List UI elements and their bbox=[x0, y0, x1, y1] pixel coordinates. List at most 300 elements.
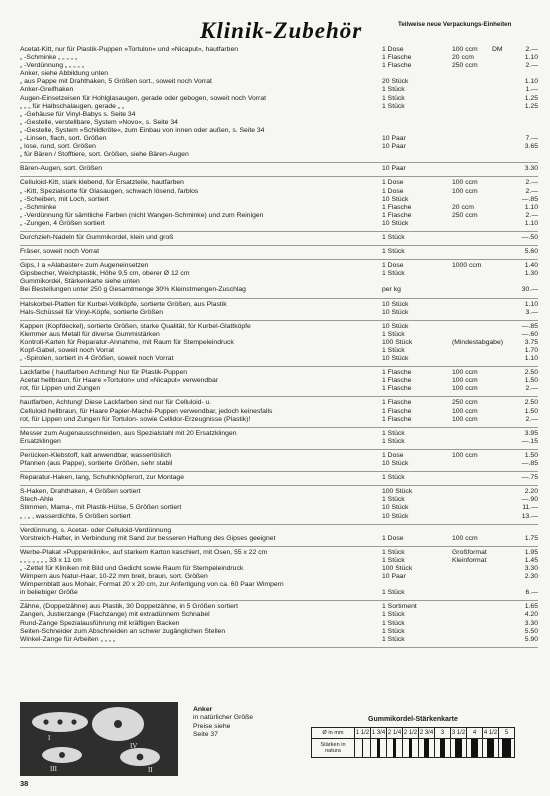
item-quantity: 10 Paar bbox=[382, 143, 406, 151]
catalog-section bbox=[20, 321, 538, 367]
item-description: Rund-Zange Spezialausführung mit kräftigen Backen bbox=[20, 619, 180, 627]
item-quantity bbox=[382, 111, 452, 119]
item-unit bbox=[452, 301, 492, 309]
catalog-row bbox=[20, 111, 538, 119]
catalog-row bbox=[20, 278, 538, 286]
catalog-row bbox=[20, 151, 538, 159]
item-unit bbox=[452, 581, 492, 589]
item-description: „ , „ , wasserdichte, 5 Größen sortiert bbox=[20, 512, 131, 520]
item-currency bbox=[492, 565, 510, 573]
item-description: Vorstreich-Hafter, in Verbindung mit Sand zur besseren Haftung des Gipses geeignet bbox=[20, 534, 276, 542]
catalog-row bbox=[20, 589, 538, 597]
item-currency bbox=[492, 95, 510, 103]
item-description: „ -Gehäuse für Vinyl-Babys s. Seite 34 bbox=[20, 110, 136, 118]
item-unit: 100 ccm bbox=[452, 451, 478, 459]
item-currency bbox=[492, 70, 510, 78]
item-unit bbox=[452, 119, 492, 127]
catalog-section bbox=[20, 428, 538, 450]
catalog-row bbox=[20, 496, 538, 504]
catalog-row bbox=[20, 549, 538, 557]
item-currency bbox=[492, 234, 510, 242]
item-description: Gips, I a »Alabaster« zum Augeneinsetzen bbox=[20, 262, 149, 270]
item-quantity: 10 Paar bbox=[382, 573, 406, 581]
gauge-card-table bbox=[311, 727, 515, 758]
catalog-row bbox=[20, 70, 538, 78]
anker-label-2: II bbox=[148, 766, 153, 774]
item-currency bbox=[492, 220, 510, 228]
item-price: 5.60 bbox=[524, 248, 538, 256]
item-currency bbox=[492, 323, 510, 331]
item-quantity: 1 Dose bbox=[382, 534, 404, 542]
catalog-row bbox=[20, 557, 538, 565]
item-currency bbox=[492, 111, 510, 119]
item-currency bbox=[492, 636, 510, 644]
item-currency bbox=[492, 377, 510, 385]
item-currency bbox=[492, 557, 510, 565]
catalog-row bbox=[20, 220, 538, 228]
item-price: 11.— bbox=[522, 504, 538, 512]
item-price: 1.50 bbox=[524, 407, 538, 415]
item-quantity: 1 Stück bbox=[382, 270, 405, 278]
item-unit bbox=[452, 103, 492, 111]
item-description: Perücken-Klebstoff, kalt anwendbar, wasserlöslich bbox=[20, 451, 171, 459]
gauge-row-label: Stärken in natura bbox=[312, 739, 355, 758]
item-description: Bei Bestellungen unter 250 g Gesamtmenge 30% Kleinstmengen-Zuschlag bbox=[20, 286, 246, 294]
item-currency bbox=[492, 86, 510, 94]
item-unit: 250 ccm bbox=[452, 211, 478, 219]
catalog-row bbox=[20, 369, 538, 377]
item-currency bbox=[492, 262, 510, 270]
catalog-section bbox=[20, 472, 538, 486]
item-quantity: 100 Stück bbox=[382, 564, 413, 572]
item-description: Verdünnung, s. Acetat- oder Celluloid-Verdünnung bbox=[20, 526, 172, 534]
item-quantity: 1 Dose bbox=[382, 262, 404, 270]
item-description: „ -Schminke bbox=[20, 203, 57, 211]
gauge-size-label: 4 1/2 bbox=[483, 728, 499, 739]
catalog-row bbox=[20, 143, 538, 151]
anker-label-4: IV bbox=[130, 742, 138, 750]
item-unit bbox=[452, 165, 492, 173]
item-description: Winkel-Zange für Arbeiten „ „ „ „ bbox=[20, 635, 116, 643]
catalog-row bbox=[20, 628, 538, 636]
item-currency bbox=[492, 496, 510, 504]
item-unit bbox=[452, 513, 492, 521]
item-quantity: 1 Dose bbox=[382, 451, 404, 459]
item-unit bbox=[452, 611, 492, 619]
item-unit bbox=[452, 620, 492, 628]
item-unit: 20 ccm bbox=[452, 54, 474, 62]
item-currency bbox=[492, 165, 510, 173]
item-price: —.75 bbox=[521, 474, 538, 482]
item-unit bbox=[452, 589, 492, 597]
item-currency bbox=[492, 103, 510, 111]
item-currency bbox=[492, 270, 510, 278]
item-quantity: 100 Stück bbox=[382, 488, 413, 496]
item-quantity: 1 Stück bbox=[382, 619, 405, 627]
item-unit bbox=[452, 628, 492, 636]
anker-caption-title: Anker bbox=[193, 706, 213, 713]
catalog-row bbox=[20, 135, 538, 143]
item-unit bbox=[452, 636, 492, 644]
catalog-row bbox=[20, 488, 538, 496]
gauge-size-sample bbox=[435, 739, 451, 758]
gauge-size-sample bbox=[355, 739, 371, 758]
item-description: Zangen, Justierzange (Flachzange) mit extradünnem Schnabel bbox=[20, 611, 210, 619]
gauge-size-label: 5 bbox=[499, 728, 515, 739]
item-currency bbox=[492, 347, 510, 355]
item-price: 2.— bbox=[525, 187, 538, 195]
item-price: 3.65 bbox=[524, 143, 538, 151]
catalog-row bbox=[20, 179, 538, 187]
item-unit bbox=[452, 70, 492, 78]
item-quantity: 1 Stück bbox=[382, 86, 405, 94]
item-description: rot, für Lippen und Zungen bbox=[20, 385, 101, 393]
catalog-row bbox=[20, 460, 538, 468]
item-price: —.60 bbox=[521, 330, 538, 338]
catalog-row bbox=[20, 248, 538, 256]
cord-thickness-sample bbox=[471, 739, 478, 757]
item-quantity bbox=[382, 278, 452, 286]
cord-thickness-sample bbox=[424, 739, 429, 757]
item-currency bbox=[492, 416, 510, 424]
item-description: Stimmen, Mama-, mit Plastik-Hülse, 5 Größen sortiert bbox=[20, 504, 182, 512]
item-description: Wimpern aus Natur-Haar, 10-22 mm breit, braun, sort. Größen bbox=[20, 573, 208, 581]
item-quantity: 1 Flasche bbox=[382, 62, 412, 70]
item-description: Messer zum Augenausschneiden, aus Spezialstahl mit 20 Ersatzklingen bbox=[20, 429, 237, 437]
item-price: 1.10 bbox=[524, 78, 538, 86]
gauge-size-label: 2 1/4 bbox=[387, 728, 403, 739]
item-quantity: 1 Dose bbox=[382, 179, 404, 187]
catalog-section bbox=[20, 367, 538, 397]
cord-thickness-sample bbox=[377, 739, 379, 757]
item-description: „ -Spirolen, sortiert in 4 Größen, soweit noch Vorrat bbox=[20, 355, 174, 363]
item-description: „ „ „ für Halbschalaugen, gerade „ „ bbox=[20, 102, 125, 110]
item-unit: 100 ccm bbox=[452, 534, 478, 542]
item-unit bbox=[452, 234, 492, 242]
item-description: Halskorbel-Platten für Kurbel-Vollköpfe, sortierte Größen, aus Plastik bbox=[20, 300, 227, 308]
item-currency bbox=[492, 603, 510, 611]
gauge-size-label: 1 3/4 bbox=[371, 728, 387, 739]
item-description: „ -Verdünnung für sämtliche Farben (nicht Wangen-Schminke) und zum Reinigen bbox=[20, 211, 264, 219]
catalog-row bbox=[20, 535, 538, 543]
item-description: Pfannen (aus Pappe), sortierte Größen, sehr stabil bbox=[20, 460, 173, 468]
item-unit bbox=[452, 573, 492, 581]
item-currency bbox=[492, 309, 510, 317]
cord-thickness-sample bbox=[409, 739, 413, 757]
item-unit bbox=[452, 95, 492, 103]
catalog-row bbox=[20, 46, 538, 54]
page-title: Klinik-Zubehör bbox=[200, 18, 363, 43]
item-unit: 20 ccm bbox=[452, 203, 474, 211]
catalog-row bbox=[20, 301, 538, 309]
catalog-row bbox=[20, 212, 538, 220]
catalog-row bbox=[20, 504, 538, 512]
item-price: 4.20 bbox=[524, 611, 538, 619]
item-currency bbox=[492, 369, 510, 377]
item-price: 6.— bbox=[525, 589, 538, 597]
gauge-card-title: Gummikordel-Stärkenkarte bbox=[368, 716, 458, 723]
item-quantity: per kg bbox=[382, 286, 401, 294]
catalog-section bbox=[20, 163, 538, 177]
gauge-size-sample bbox=[483, 739, 499, 758]
item-price: 2.— bbox=[525, 415, 538, 423]
item-unit bbox=[452, 460, 492, 468]
item-description: Celluloid-Kitt, stark klebend, für Ersatzteile, hautfarben bbox=[20, 179, 184, 187]
item-quantity: 10 Stück bbox=[382, 504, 409, 512]
item-unit: 1000 ccm bbox=[452, 262, 482, 270]
item-unit: 100 ccm bbox=[452, 369, 478, 377]
anker-caption-line: Seite 37 bbox=[193, 730, 218, 738]
item-price: 1.95 bbox=[524, 548, 538, 556]
item-quantity: 1 Stück bbox=[382, 496, 405, 504]
item-unit: 100 ccm bbox=[452, 179, 478, 187]
item-quantity: 1 Flasche bbox=[382, 369, 412, 377]
item-price: —.85 bbox=[521, 195, 538, 203]
item-price: 1.50 bbox=[524, 377, 538, 385]
item-unit: 100 ccm bbox=[452, 46, 478, 53]
gauge-size-sample bbox=[387, 739, 403, 758]
item-currency bbox=[492, 278, 510, 286]
item-price: 3.— bbox=[525, 308, 538, 316]
item-quantity: 1 Stück bbox=[382, 330, 405, 338]
item-price: 1.65 bbox=[524, 603, 538, 611]
gauge-size-sample bbox=[403, 739, 419, 758]
catalog-row bbox=[20, 286, 538, 294]
item-unit: 100 ccm bbox=[452, 377, 478, 385]
item-description: „ -Linsen, flach, sort. Größen bbox=[20, 135, 107, 143]
item-price: 2.50 bbox=[524, 369, 538, 377]
catalog-row bbox=[20, 452, 538, 460]
anker-illustration bbox=[20, 702, 178, 776]
item-description: Reparatur-Haken, lang, Schuhknöpferort, zur Montage bbox=[20, 474, 184, 482]
cord-thickness-sample bbox=[502, 739, 511, 757]
catalog-row bbox=[20, 347, 538, 355]
item-price: 1.10 bbox=[524, 54, 538, 62]
item-price: —.85 bbox=[521, 322, 538, 330]
item-price: 2.30 bbox=[524, 573, 538, 581]
anker-figure bbox=[20, 702, 178, 776]
catalog-row bbox=[20, 399, 538, 407]
item-quantity bbox=[382, 127, 452, 135]
item-quantity bbox=[382, 70, 452, 78]
item-currency bbox=[492, 504, 510, 512]
item-currency bbox=[492, 438, 510, 446]
item-quantity: 1 Flasche bbox=[382, 54, 412, 62]
gauge-size-label: 2 3/4 bbox=[419, 728, 435, 739]
catalog-row bbox=[20, 581, 538, 589]
item-currency bbox=[492, 430, 510, 438]
item-description: „ -Kitt, Spezialsorte für Glasaugen, schwach lösend, farblos bbox=[20, 187, 199, 195]
item-description: „ -Gestelle, System »Schildkröte«, zum Einbau von innen oder außen, s. Seite 34 bbox=[20, 126, 265, 134]
catalog-section bbox=[20, 397, 538, 427]
item-price bbox=[510, 70, 538, 78]
item-quantity bbox=[382, 151, 452, 159]
catalog-row bbox=[20, 408, 538, 416]
item-description: „ -Verdünnung „ „ „ „ „ bbox=[20, 62, 84, 70]
item-price: 2.— bbox=[525, 179, 538, 187]
item-price: 1.10 bbox=[524, 300, 538, 308]
cord-thickness-sample bbox=[362, 739, 364, 757]
item-quantity: 1 Stück bbox=[382, 347, 405, 354]
item-quantity: 1 Stück bbox=[382, 94, 405, 102]
item-quantity: 10 Stück bbox=[382, 308, 409, 316]
item-description: „ aus Pappe mit Drahthaken, 5 Größen sort., soweit noch Vorrat bbox=[20, 78, 212, 86]
item-price: —.90 bbox=[521, 496, 538, 504]
catalog-row bbox=[20, 603, 538, 611]
item-price: 1.70 bbox=[524, 347, 538, 354]
item-currency bbox=[492, 127, 510, 135]
item-unit bbox=[452, 496, 492, 504]
column-header-note: Teilweise neue Verpackungs-Einheiten bbox=[398, 21, 512, 28]
item-price: 13.— bbox=[521, 512, 538, 520]
item-description: Anker-Greifhaken bbox=[20, 86, 74, 94]
item-quantity: 1 Flasche bbox=[382, 203, 412, 211]
item-price: 1.10 bbox=[524, 219, 538, 227]
item-quantity: 1 Stück bbox=[382, 589, 405, 597]
item-quantity bbox=[382, 527, 452, 535]
item-price: 5.90 bbox=[524, 635, 538, 643]
catalog-row bbox=[20, 339, 538, 347]
item-quantity: 1 Sortiment bbox=[382, 603, 417, 611]
catalog-row bbox=[20, 86, 538, 94]
item-price: —.15 bbox=[521, 437, 538, 445]
catalog-row bbox=[20, 262, 538, 270]
item-quantity: 1 Dose bbox=[382, 46, 404, 53]
item-unit: 250 ccm bbox=[452, 62, 478, 70]
item-description: Stech-Ahle bbox=[20, 496, 54, 504]
catalog-row bbox=[20, 95, 538, 103]
catalog-list bbox=[20, 44, 538, 648]
item-price: 3.95 bbox=[524, 429, 538, 437]
item-price: 2.— bbox=[525, 62, 538, 70]
catalog-row bbox=[20, 204, 538, 212]
item-price: 2.— bbox=[525, 46, 538, 53]
catalog-section bbox=[20, 44, 538, 163]
item-description: „ -Gestelle, verstellbare, System »Novo«, s. Seite 34 bbox=[20, 118, 178, 126]
item-quantity: 1 Stück bbox=[382, 429, 405, 437]
gauge-size-label: 2 1/2 bbox=[403, 728, 419, 739]
item-description: Werbe-Plakat »Puppenklinik«, auf starkem Karton kaschiert, mit Ösen, 55 x 22 cm bbox=[20, 548, 268, 556]
item-currency bbox=[492, 628, 510, 636]
item-unit bbox=[452, 78, 492, 86]
catalog-section bbox=[20, 177, 538, 232]
item-unit bbox=[452, 151, 492, 159]
item-description: „ für Bären / Stofftiere, sort. Größen, siehe Bären-Augen bbox=[20, 151, 189, 159]
anker-caption bbox=[193, 706, 253, 739]
cord-thickness-sample bbox=[440, 739, 446, 757]
item-unit bbox=[452, 286, 492, 294]
item-quantity: 1 Stück bbox=[382, 102, 405, 110]
item-description: „ -Zettel für Kliniken mit Bild und Gedicht sowie Raum für Stempeleindruck bbox=[20, 564, 244, 572]
item-quantity: 1 Stück bbox=[382, 437, 405, 445]
cord-thickness-sample bbox=[455, 739, 461, 757]
item-description: Anker, siehe Abbildung unten bbox=[20, 70, 109, 78]
item-currency bbox=[492, 331, 510, 339]
catalog-section bbox=[20, 601, 538, 647]
catalog-row bbox=[20, 188, 538, 196]
item-currency bbox=[492, 188, 510, 196]
catalog-row bbox=[20, 474, 538, 482]
item-description: Ersatzklingen bbox=[20, 437, 61, 445]
catalog-row bbox=[20, 636, 538, 644]
item-currency bbox=[492, 408, 510, 416]
catalog-row bbox=[20, 430, 538, 438]
item-unit bbox=[452, 309, 492, 317]
item-currency bbox=[492, 549, 510, 557]
item-price: 1.30 bbox=[524, 270, 538, 278]
item-quantity: 1 Flasche bbox=[382, 211, 412, 219]
item-currency bbox=[492, 527, 510, 535]
item-unit bbox=[452, 438, 492, 446]
catalog-section bbox=[20, 246, 538, 260]
gauge-size-sample bbox=[371, 739, 387, 758]
item-unit: 250 ccm bbox=[452, 399, 478, 407]
item-currency bbox=[492, 385, 510, 393]
catalog-row bbox=[20, 438, 538, 446]
item-unit bbox=[452, 270, 492, 278]
gauge-size-label: 4 bbox=[467, 728, 483, 739]
catalog-row bbox=[20, 527, 538, 535]
item-quantity: 10 Paar bbox=[382, 135, 406, 143]
item-currency bbox=[492, 535, 510, 543]
item-quantity: 20 Stück bbox=[382, 78, 409, 86]
item-price: 1.40 bbox=[524, 262, 538, 270]
item-currency bbox=[492, 151, 510, 159]
item-unit bbox=[452, 278, 492, 286]
catalog-section bbox=[20, 525, 538, 547]
item-quantity: 1 Stück bbox=[382, 635, 405, 643]
item-price bbox=[510, 111, 538, 119]
item-currency bbox=[492, 54, 510, 62]
gauge-size-label: 3 1/2 bbox=[451, 728, 467, 739]
item-price: 30.— bbox=[521, 286, 538, 294]
item-currency bbox=[492, 355, 510, 363]
item-description: in beliebiger Größe bbox=[20, 589, 78, 597]
item-currency bbox=[492, 589, 510, 597]
item-currency bbox=[492, 212, 510, 220]
item-quantity: 10 Stück bbox=[382, 512, 409, 520]
item-description: Kontroll-Karten für Reparatur-Annahme, mit Raum für Stempeleindruck bbox=[20, 338, 234, 346]
item-description: Kopf-Gabel, soweit noch Vorrat bbox=[20, 347, 115, 354]
item-description: Acetat-Kitt, nur für Plastik-Puppen »Tortulon« und »Nicaput«, hautfarben bbox=[20, 46, 239, 53]
item-quantity: 1 Dose bbox=[382, 187, 404, 195]
item-currency bbox=[492, 513, 510, 521]
anker-caption-line: Preise siehe bbox=[193, 722, 231, 730]
catalog-section bbox=[20, 450, 538, 472]
item-price: —.85 bbox=[521, 460, 538, 468]
item-unit bbox=[452, 220, 492, 228]
item-unit bbox=[452, 527, 492, 535]
catalog-row bbox=[20, 127, 538, 135]
catalog-row bbox=[20, 270, 538, 278]
item-price: 1.25 bbox=[524, 102, 538, 110]
item-price bbox=[510, 119, 538, 127]
item-quantity: 1 Flasche bbox=[382, 415, 412, 423]
page-number: 38 bbox=[20, 779, 29, 788]
item-unit: 100 ccm bbox=[452, 187, 478, 195]
item-unit: 100 ccm bbox=[452, 385, 478, 393]
item-currency bbox=[492, 339, 510, 347]
item-currency bbox=[492, 286, 510, 294]
catalog-row bbox=[20, 54, 538, 62]
item-quantity: 1 Stück bbox=[382, 611, 405, 619]
item-unit bbox=[452, 430, 492, 438]
catalog-section bbox=[20, 486, 538, 524]
item-price: 2.50 bbox=[524, 399, 538, 407]
item-description: Hals-Schüssel für Vinyl-Köpfe, sortierte Größen bbox=[20, 308, 164, 316]
item-price bbox=[510, 151, 538, 159]
item-price: 1.45 bbox=[524, 556, 538, 564]
